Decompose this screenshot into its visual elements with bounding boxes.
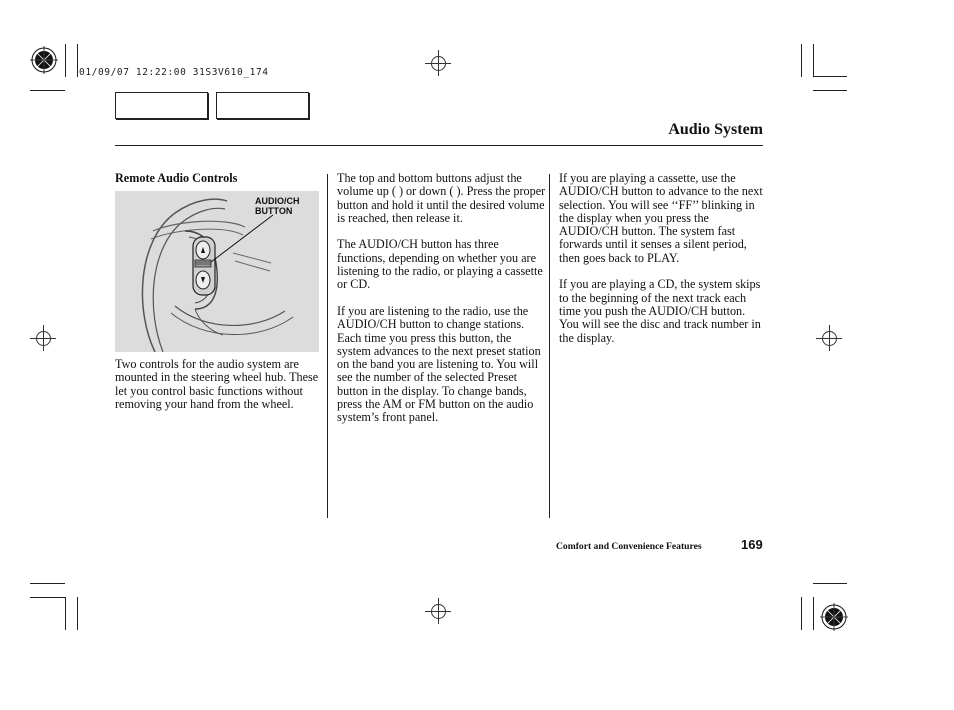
registration-crosshair-bottom	[425, 598, 451, 624]
figure-callout	[255, 196, 300, 216]
registration-crosshair-right	[816, 325, 842, 351]
crop-mark	[813, 597, 814, 630]
column-divider	[327, 174, 328, 518]
tab-box-2	[216, 92, 309, 119]
column-divider	[549, 174, 550, 518]
page-title: Audio System	[668, 121, 763, 138]
crop-mark	[801, 44, 802, 77]
crop-mark	[813, 583, 847, 584]
registration-crosshair-top	[425, 50, 451, 76]
paragraph: The AUDIO/CH button has three functions, depending on whether you are listening to the radio, or playing a cassette or CD.	[337, 237, 543, 292]
paragraph: If you are playing a CD, the system skips to the beginning of the next track each time you push the AUDIO/CH button. You will see the disc and track number in the display.	[559, 277, 761, 345]
crop-mark	[801, 597, 802, 630]
left-column-text	[115, 358, 319, 424]
paragraph: The top and bottom buttons adjust the volume up ( ) or down ( ). Press the proper button and hold it until the desired volume is reached, then release it.	[337, 171, 546, 225]
paragraph: If you are listening to the radio, use the AUDIO/CH button to change stations. Each time you press this button, the system advances to the next preset station on the band you are listening to. You will see the number of the selected Preset button in the display. To change bands, press the AM or FM button on the audio system’s front panel.	[337, 303, 541, 425]
crop-mark	[813, 90, 847, 91]
crop-mark	[30, 583, 65, 584]
registration-mark-top-left	[30, 46, 58, 74]
crop-mark	[77, 44, 78, 77]
crop-mark	[65, 44, 66, 77]
page-number: 169	[741, 537, 763, 552]
tab-box-1	[115, 92, 208, 119]
starburst-icon	[30, 46, 58, 74]
crop-mark	[77, 597, 78, 630]
right-column-text	[559, 172, 765, 358]
steering-wheel-illustration	[115, 191, 319, 352]
registration-crosshair-left	[30, 325, 56, 351]
starburst-icon	[820, 603, 848, 631]
callout-line-1: AUDIO/CH	[255, 196, 300, 206]
crop-mark	[65, 597, 66, 630]
header-rule	[115, 145, 763, 146]
print-stamp: 01/09/07 12:22:00 31S3V610_174	[79, 67, 269, 78]
crop-mark	[813, 44, 814, 77]
paragraph: Two controls for the audio system are mounted in the steering wheel hub. These let you control basic functions without removing your hand from the wheel.	[115, 357, 319, 411]
callout-line-2: BUTTON	[255, 206, 293, 216]
crop-mark	[30, 90, 65, 91]
registration-mark-bottom-right	[820, 603, 848, 631]
section-heading: Remote Audio Controls	[115, 171, 238, 185]
crop-mark	[30, 597, 65, 598]
middle-column-text	[337, 172, 547, 438]
paragraph: If you are playing a cassette, use the AUDIO/CH button to advance to the next selection. You will see ‘‘FF’’ blinking in the display when you press the AUDIO/CH button. The system fast forwards until it senses a silent period, then goes back to PLAY.	[559, 171, 763, 265]
crop-mark	[813, 76, 847, 77]
footer-section-name: Comfort and Convenience Features	[556, 541, 702, 552]
